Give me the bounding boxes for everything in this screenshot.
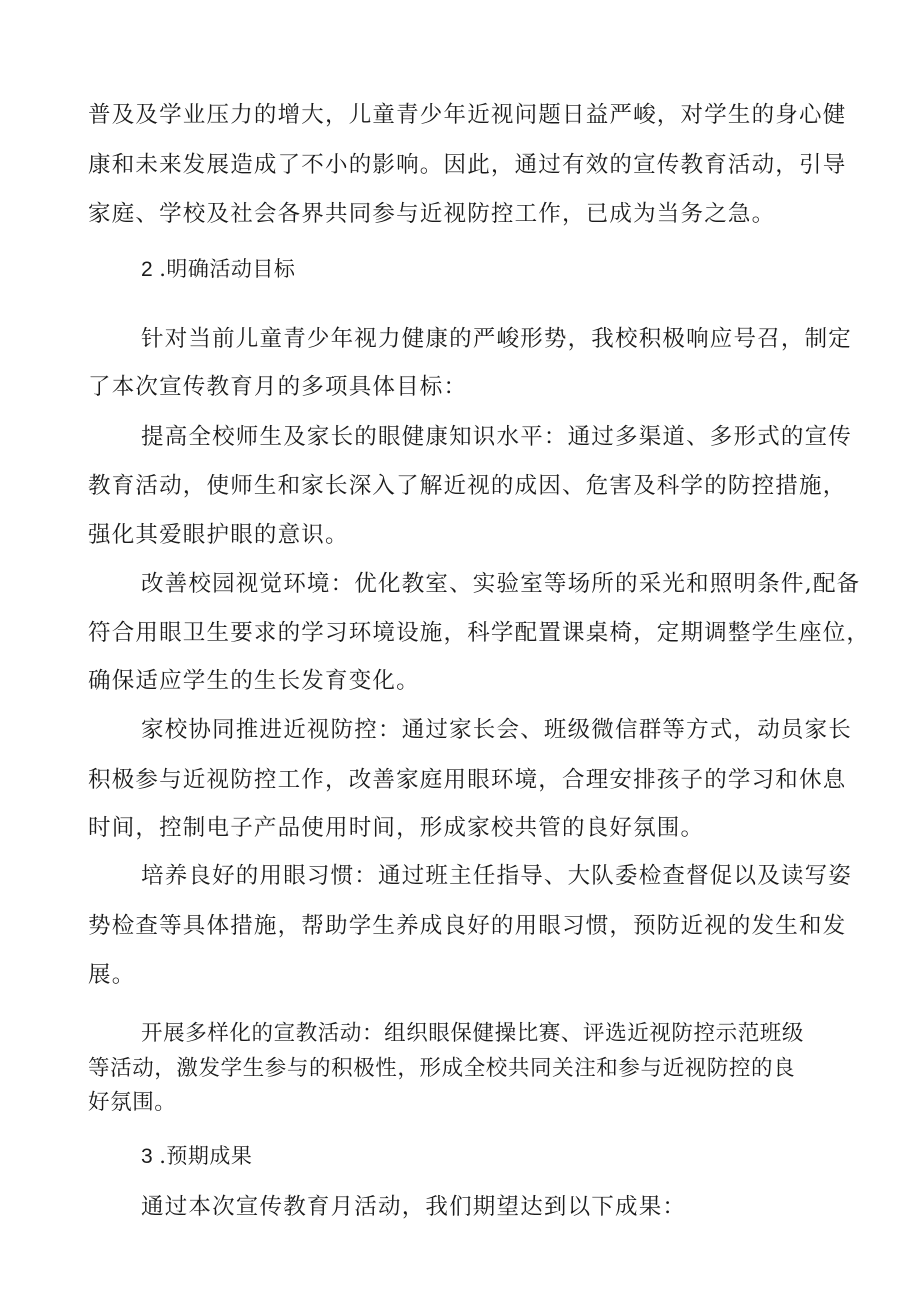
section-3-title: .预期成果: [159, 1144, 253, 1168]
goal-3-line-2: 积极参与近视防控工作，改善家庭用眼环境，合理安排孩子的学习和休息: [88, 767, 847, 793]
section-3-number: 3: [141, 1145, 154, 1168]
goal-1-line-1: 提高全校师生及家长的眼健康知识水平：通过多渠道、多形式的宣传: [141, 424, 853, 450]
goal-3-line-3: 时间，控制电子产品使用时间，形成家校共管的良好氛围。: [88, 815, 705, 841]
outcomes-intro-line-1: 通过本次宣传教育月活动，我们期望达到以下成果：: [141, 1194, 687, 1220]
goals-intro-line-1: 针对当前儿童青少年视力健康的严峻形势，我校积极响应号召，制定: [141, 326, 853, 352]
goal-5-line-3: 好氛围。: [88, 1090, 177, 1115]
goal-4-line-1: 培养良好的用眼习惯：通过班主任指导、大队委检查督促以及读写姿: [141, 863, 853, 889]
section-2-heading: [141, 254, 295, 285]
goal-2-line-1: 改善校园视觉环境：优化教室、实验室等场所的采光和照明条件,配备: [141, 571, 861, 597]
section-3-heading: [141, 1141, 252, 1172]
goal-5-line-2: 等活动，激发学生参与的积极性，形成全校共同关注和参与近视防控的良: [88, 1056, 796, 1081]
intro-line-1: 普及及学业压力的增大，儿童青少年近视问题日益严峻，对学生的身心健: [88, 102, 847, 128]
intro-line-2: 康和未来发展造成了不小的影响。因此，通过有效的宣传教育活动，引导: [88, 152, 847, 178]
goal-1-line-3: 强化其爱眼护眼的意识。: [88, 522, 349, 548]
section-2-number: 2: [141, 258, 154, 281]
goal-2-line-3: 确保适应学生的生长发育变化。: [88, 668, 420, 694]
goal-4-line-2: 势检查等具体措施，帮助学生养成良好的用眼习惯，预防近视的发生和发: [88, 913, 847, 939]
goal-3-line-1: 家校协同推进近视防控：通过家长会、班级微信群等方式，动员家长: [141, 717, 853, 743]
goal-2-line-2: 符合用眼卫生要求的学习环境设施，科学配置课桌椅，定期调整学生座位，: [88, 620, 871, 646]
goal-1-line-2: 教育活动，使师生和家长深入了解近视的成因、危害及科学的防控措施，: [88, 473, 847, 499]
intro-line-3: 家庭、学校及社会各界共同参与近视防控工作，已成为当务之急。: [88, 201, 776, 227]
goal-4-line-3: 展。: [88, 962, 136, 988]
goals-intro-line-2: 了本次宣传教育月的多项具体目标：: [88, 374, 468, 400]
section-2-title: .明确活动目标: [159, 257, 296, 281]
goal-5-line-1: 开展多样化的宣教活动：组织眼保健操比赛、评选近视防控示范班级: [141, 1021, 805, 1046]
